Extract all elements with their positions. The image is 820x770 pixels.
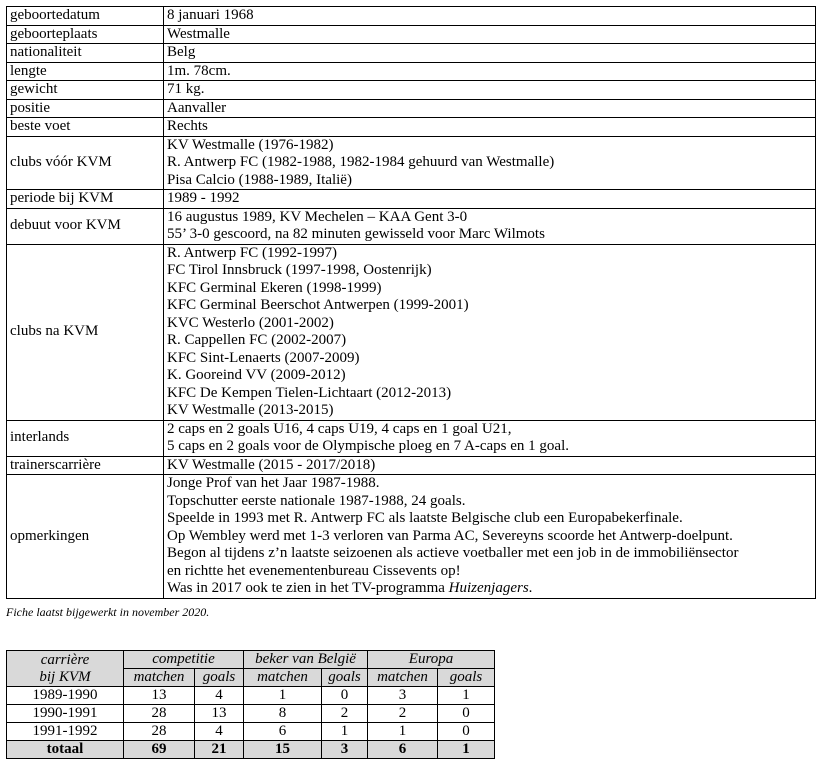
info-value-line: KFC Germinal Ekeren (1998-1999)	[167, 279, 382, 296]
info-row	[7, 7, 816, 26]
group-header-europa: Europa	[368, 651, 495, 669]
info-row	[7, 62, 816, 81]
tv-programme-title: Huizenjagers	[448, 580, 529, 596]
info-value-line: KFC Sint-Lenaerts (2007-2009)	[167, 349, 360, 366]
info-value-line: KV Westmalle (1976-1982)	[167, 136, 334, 153]
info-value-line: 16 augustus 1989, KV Mechelen – KAA Gent 3-0	[167, 208, 468, 225]
info-value-line: KV Westmalle (2013-2015)	[167, 402, 334, 418]
info-row	[7, 44, 816, 63]
info-value-line: KFC De Kempen Tielen-Lichtaart (2012-2013)	[167, 384, 452, 401]
info-value-line: Belg	[167, 44, 196, 60]
total-cell: 1	[438, 741, 495, 759]
info-value	[164, 244, 816, 420]
info-value-line: en richtte het evenementenbureau Cissevents op!	[167, 562, 461, 579]
info-row	[7, 99, 816, 118]
total-cell: 21	[195, 741, 244, 759]
info-label: gewicht	[7, 81, 164, 100]
info-value	[164, 7, 816, 26]
info-value-line: R. Antwerp FC (1982-1988, 1982-1984 gehuurd van Westmalle)	[167, 154, 555, 170]
info-label: geboortedatum	[7, 7, 164, 26]
career-stats-table	[6, 650, 495, 759]
stat-cell: 1	[244, 687, 322, 705]
info-label: clubs vóór KVM	[7, 136, 164, 190]
info-value-line	[167, 580, 812, 598]
total-cell: 15	[244, 741, 322, 759]
total-cell: 69	[124, 741, 195, 759]
stat-cell: 0	[438, 705, 495, 723]
stat-cell: 0	[438, 723, 495, 741]
info-value-line: Begon al tijdens z’n laatste seizoenen als actieve voetballer met een job in de immobiliënsector	[167, 545, 739, 561]
info-value-line: Westmalle	[167, 25, 230, 42]
player-info-table	[6, 6, 816, 599]
season-cell: 1991-1992	[7, 723, 124, 741]
total-cell: 6	[368, 741, 438, 759]
info-row	[7, 244, 816, 420]
stat-cell: 8	[244, 705, 322, 723]
stats-row	[7, 723, 495, 741]
info-row	[7, 81, 816, 100]
info-row	[7, 456, 816, 475]
info-value-line: R. Cappellen FC (2002-2007)	[167, 332, 347, 348]
stat-cell: 4	[195, 723, 244, 741]
info-value	[164, 99, 816, 118]
stat-cell: 6	[244, 723, 322, 741]
info-row	[7, 190, 816, 209]
info-value	[164, 190, 816, 209]
info-value-line: 8 januari 1968	[167, 7, 254, 23]
stats-row	[7, 705, 495, 723]
info-row	[7, 420, 816, 456]
subheader-goals: goals	[438, 669, 495, 687]
info-value	[164, 44, 816, 63]
season-cell: 1990-1991	[7, 705, 124, 723]
info-label: clubs na KVM	[7, 244, 164, 420]
info-value	[164, 25, 816, 44]
season-cell: 1989-1990	[7, 687, 124, 705]
total-label: totaal	[7, 741, 124, 759]
footnote: Fiche laatst bijgewerkt in november 2020.	[6, 605, 210, 619]
info-value-text: Was in 2017 ook te zien in het TV-programma	[167, 580, 449, 596]
info-value-line: 5 caps en 2 goals voor de Olympische ploeg en 7 A-caps en 1 goal.	[167, 438, 569, 454]
info-label: lengte	[7, 62, 164, 81]
stat-cell: 4	[195, 687, 244, 705]
info-label: beste voet	[7, 118, 164, 137]
corner-line-2: bij KVM	[39, 668, 91, 685]
info-value-line: Jonge Prof van het Jaar 1987-1988.	[167, 475, 380, 491]
info-value-line: Topschutter eerste nationale 1987-1988, 24 goals.	[167, 492, 466, 509]
info-value-line: 55’ 3-0 gescoord, na 82 minuten gewisseld voor Marc Wilmots	[167, 226, 545, 242]
info-value	[164, 420, 816, 456]
info-value-line: K. Gooreind VV (2009-2012)	[167, 367, 346, 383]
stat-cell: 0	[322, 687, 368, 705]
info-row	[7, 475, 816, 599]
info-value-line: 1m. 78cm.	[167, 62, 231, 79]
info-value	[164, 118, 816, 137]
corner-line-1: carrière	[40, 651, 90, 668]
info-label: geboorteplaats	[7, 25, 164, 44]
info-value-line: R. Antwerp FC (1992-1997)	[167, 244, 337, 261]
info-value-line: 71 kg.	[167, 81, 205, 97]
info-value	[164, 475, 816, 599]
subheader-goals: goals	[195, 669, 244, 687]
stat-cell: 13	[124, 687, 195, 705]
info-label: opmerkingen	[7, 475, 164, 599]
stats-corner-header	[7, 651, 124, 687]
info-value	[164, 208, 816, 244]
subheader-matchen: matchen	[368, 669, 438, 687]
stats-total-row	[7, 741, 495, 759]
info-value-line: KV Westmalle (2015 - 2017/2018)	[167, 456, 376, 473]
stat-cell: 28	[124, 723, 195, 741]
player-info-body	[7, 7, 816, 599]
stats-body	[7, 687, 495, 759]
subheader-matchen: matchen	[244, 669, 322, 687]
info-label: trainerscarrière	[7, 456, 164, 475]
stats-row	[7, 687, 495, 705]
info-row	[7, 118, 816, 137]
info-value-line: 1989 - 1992	[167, 190, 240, 206]
group-header-beker: beker van België	[244, 651, 368, 669]
stat-cell: 1	[438, 687, 495, 705]
stat-cell: 1	[368, 723, 438, 741]
info-label: positie	[7, 99, 164, 118]
info-label: interlands	[7, 420, 164, 456]
info-value-line: KVC Westerlo (2001-2002)	[167, 314, 334, 331]
info-value-line: Aanvaller	[167, 99, 227, 116]
info-label: debuut voor KVM	[7, 208, 164, 244]
stat-cell: 3	[368, 687, 438, 705]
subheader-matchen: matchen	[124, 669, 195, 687]
stat-cell: 1	[322, 723, 368, 741]
info-value-line: Pisa Calcio (1988-1989, Italië)	[167, 171, 352, 188]
info-value	[164, 136, 816, 190]
info-value-line: Op Wembley werd met 1-3 verloren van Parma AC, Severeyns scoorde het Antwerp-doelpunt.	[167, 527, 733, 544]
stat-cell: 28	[124, 705, 195, 723]
info-value-suffix: .	[528, 580, 533, 596]
info-label: periode bij KVM	[7, 190, 164, 209]
info-row	[7, 136, 816, 190]
info-value-line: Speelde in 1993 met R. Antwerp FC als laatste Belgische club een Europabekerfinale.	[167, 510, 683, 526]
info-row	[7, 25, 816, 44]
info-value-line: Rechts	[167, 118, 208, 134]
info-value-line: KFC Germinal Beerschot Antwerpen (1999-2001)	[167, 297, 469, 313]
stat-cell: 13	[195, 705, 244, 723]
subheader-goals: goals	[322, 669, 368, 687]
stat-cell: 2	[322, 705, 368, 723]
info-value	[164, 456, 816, 475]
info-value	[164, 62, 816, 81]
info-label: nationaliteit	[7, 44, 164, 63]
stat-cell: 2	[368, 705, 438, 723]
info-value-line: FC Tirol Innsbruck (1997-1998, Oostenrijk)	[167, 262, 432, 278]
info-row	[7, 208, 816, 244]
group-header-competitie: competitie	[124, 651, 244, 669]
info-value-line: 2 caps en 2 goals U16, 4 caps U19, 4 caps en 1 goal U21,	[167, 420, 512, 437]
info-value	[164, 81, 816, 100]
total-cell: 3	[322, 741, 368, 759]
